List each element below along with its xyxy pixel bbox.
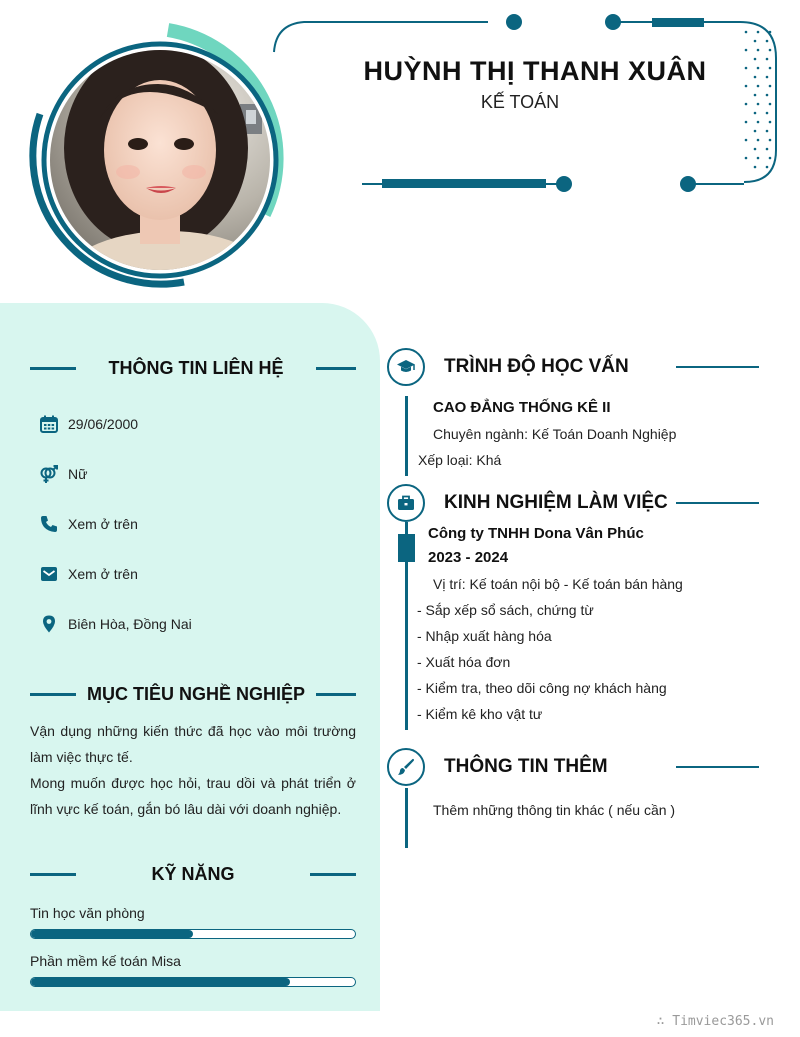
decor-dot [754, 166, 757, 169]
decor-dot [757, 157, 760, 160]
decor-dot [754, 40, 757, 43]
decor-dot [757, 49, 760, 52]
extra-text: Thêm những thông tin khác ( nếu cần ) [433, 802, 676, 818]
objective-section-title: MỤC TIÊU NGHỀ NGHIỆP [86, 684, 305, 704]
experience-duty: - Nhập xuất hàng hóa [417, 628, 552, 644]
objective-text [30, 718, 356, 822]
timeline-line [405, 788, 408, 848]
decor-dot [769, 67, 772, 70]
decor-dot [745, 85, 748, 88]
experience-duty: - Xuất hóa đơn [417, 654, 511, 670]
briefcase-icon [396, 493, 416, 513]
education-grade: Xếp loại: Khá [418, 452, 502, 468]
decor-dot [766, 40, 769, 43]
education-school: CAO ĐẲNG THỐNG KÊ II [433, 399, 611, 416]
education-icon-badge [387, 348, 425, 386]
skills-section-title: KỸ NĂNG [151, 864, 235, 884]
extra-section-title: THÔNG TIN THÊM [444, 756, 608, 777]
contact-birthday-value: 29/06/2000 [68, 416, 139, 432]
header-rule [310, 873, 356, 876]
experience-company: Công ty TNHH Dona Vân Phúc [428, 525, 644, 542]
section-rule [676, 502, 759, 504]
contact-address-value: Biên Hòa, Đồng Nai [68, 616, 192, 632]
decor-dot [766, 130, 769, 133]
brush-icon [396, 757, 416, 777]
decor-dot [766, 148, 769, 151]
timeline-marker [398, 534, 415, 562]
decor-dot [766, 166, 769, 169]
decor-dot [769, 157, 772, 160]
skill-bar-fill [31, 930, 193, 938]
header-rule [30, 367, 76, 370]
decor-dot [745, 121, 748, 124]
location-pin-icon [38, 613, 60, 635]
education-major: Chuyên ngành: Kế Toán Doanh Nghiệp [433, 426, 677, 442]
decor-dot [754, 58, 757, 61]
decor-dot [757, 85, 760, 88]
objective-line-2: Mong muốn được học hỏi, trau dồi và phát triển ở lĩnh vực kế toán, gắn bó lâu dài với doanh nghiệp. [30, 775, 356, 817]
email-icon [38, 563, 60, 585]
objective-section-header [30, 684, 356, 705]
candidate-name: HUỲNH THỊ THANH XUÂN [363, 56, 707, 86]
decor-dot [766, 58, 769, 61]
skill-bar [30, 929, 356, 939]
contact-email [38, 563, 138, 585]
decor-dot [745, 31, 748, 34]
contact-section-header [30, 358, 356, 379]
experience-icon-badge [387, 484, 425, 522]
candidate-role: KẾ TOÁN [480, 92, 560, 112]
watermark: ∴ Timviec365.vn [656, 1014, 774, 1029]
experience-position: Vị trí: Kế toán nội bộ - Kế toán bán hàng [433, 576, 683, 592]
decor-dot [757, 31, 760, 34]
decor-dot [754, 112, 757, 115]
skill-bar-fill [31, 978, 290, 986]
decor-dot [745, 139, 748, 142]
section-rule [676, 766, 759, 768]
decor-dot [757, 121, 760, 124]
skill-name: Tin học văn phòng [30, 905, 145, 921]
decor-dot [766, 112, 769, 115]
contact-gender-value: Nữ [68, 466, 88, 482]
profile-photo-frame [18, 18, 298, 298]
decor-dot [754, 148, 757, 151]
decor-dot [754, 94, 757, 97]
timeline-line [405, 396, 408, 476]
decor-dot [769, 85, 772, 88]
decor-dot [766, 76, 769, 79]
header-rule [316, 693, 356, 696]
decor-dot [745, 157, 748, 160]
header-rule [30, 693, 76, 696]
decor-dot [757, 67, 760, 70]
experience-duty: - Sắp xếp sổ sách, chứng từ [417, 602, 594, 618]
header-rule [316, 367, 356, 370]
contact-phone [38, 513, 138, 535]
contact-section-title: THÔNG TIN LIÊN HỆ [108, 358, 284, 378]
experience-period: 2023 - 2024 [428, 549, 509, 566]
decor-dot [769, 31, 772, 34]
extra-icon-badge [387, 748, 425, 786]
decor-dot [754, 76, 757, 79]
header-rule [30, 873, 76, 876]
decor-dot [769, 49, 772, 52]
skill-bar [30, 977, 356, 987]
contact-address [38, 613, 192, 635]
gender-icon [38, 463, 60, 485]
decor-dot [745, 67, 748, 70]
decor-dot [745, 49, 748, 52]
decor-dot [769, 139, 772, 142]
decor-dot [757, 103, 760, 106]
experience-section-title: KINH NGHIỆM LÀM VIỆC [444, 492, 668, 513]
skill-name: Phần mềm kế toán Misa [30, 953, 181, 969]
contact-phone-value: Xem ở trên [68, 516, 138, 532]
section-rule [676, 366, 759, 368]
decor-dot [769, 121, 772, 124]
education-section-title: TRÌNH ĐỘ HỌC VẤN [444, 356, 629, 377]
decor-dot [769, 103, 772, 106]
contact-birthday [38, 413, 138, 435]
decor-dot [745, 103, 748, 106]
decor-dot [757, 139, 760, 142]
avatar [18, 18, 298, 298]
graduation-cap-icon [396, 357, 416, 377]
decor-dot [766, 94, 769, 97]
contact-email-value: Xem ở trên [68, 566, 138, 582]
objective-line-1: Vận dụng những kiến thức đã học vào môi trường làm việc thực tế. [30, 723, 356, 765]
experience-duty: - Kiểm tra, theo dõi công nợ khách hàng [417, 680, 667, 696]
calendar-icon [38, 413, 60, 435]
contact-gender [38, 463, 87, 485]
phone-icon [38, 513, 60, 535]
decor-dot [754, 130, 757, 133]
experience-duty: - Kiểm kê kho vật tư [417, 706, 543, 722]
skills-section-header [30, 864, 356, 885]
